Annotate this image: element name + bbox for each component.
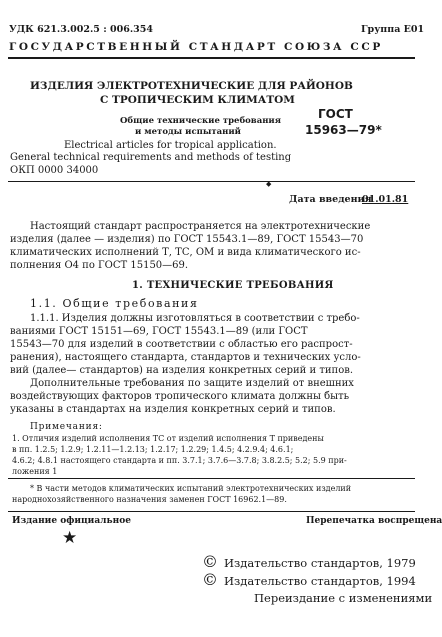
group-code: Группа Е01 <box>361 24 425 35</box>
clause-line-4: ранения), настоящего стандарта, стандартов и технических усло- <box>10 352 361 363</box>
title-rule <box>8 181 415 182</box>
clause-line-1: 1.1.1. Изделия должны изготовляться в соответствии с требо- <box>30 313 360 324</box>
reprint-prohibited: Перепечатка воспрещена <box>306 516 442 526</box>
notes-label: Примечания: <box>30 422 103 432</box>
note-line-4: ложения 1 <box>12 467 58 476</box>
title-line-1: ИЗДЕЛИЯ ЭЛЕКТРОТЕХНИЧЕСКИЕ ДЛЯ РАЙОНОВ <box>30 80 353 92</box>
copyright-icon: © <box>202 570 218 589</box>
intro-line-2: изделия (далее — изделия) по ГОСТ 15543.1—89, ГОСТ 15543—70 <box>10 234 364 245</box>
additional-line-1: Дополнительные требования по защите изделий от внешних <box>30 378 354 389</box>
star-icon: ★ <box>62 528 78 548</box>
okp-code: ОКП 0000 34000 <box>10 165 99 176</box>
intro-line-3: климатических исполнений Т, ТС, ОМ и вида климатического ис- <box>10 247 361 258</box>
copyright-icon: © <box>202 552 218 571</box>
footnote-line-2: народнохозяйственного назначения заменен ГОСТ 16962.1—89. <box>12 495 287 504</box>
clause-line-3: 15543—70 для изделий в соответствии с областью его распрост- <box>10 339 353 350</box>
gost-label: ГОСТ <box>318 107 353 121</box>
footnote-rule <box>8 478 415 479</box>
clause-line-2: ваниями ГОСТ 15151—69, ГОСТ 15543.1—89 (или ГОСТ <box>10 326 308 337</box>
copyright-line-2: Издательство стандартов, 1994 <box>224 574 416 588</box>
official-edition: Издание официальное <box>12 516 131 526</box>
additional-line-2: воздействующих факторов тропического климата должны быть <box>10 391 350 402</box>
reissue-note: Переиздание с изменениями <box>254 591 433 605</box>
authority-line: ГОСУДАРСТВЕННЫЙ СТАНДАРТ СОЮЗА ССР <box>9 41 383 53</box>
marker-glyph: ◆ <box>266 180 272 188</box>
note-line-3: 4.6.2; 4.8.1 настоящего стандарта и пп. 3.7.1; 3.7.6—3.7.8; 3.8.2.5; 5.2; 5.9 при- <box>12 456 347 465</box>
english-title-1: Electrical articles for tropical application. <box>64 140 277 151</box>
intro-date-label: Дата введения <box>289 194 372 205</box>
gost-number: 15963—79* <box>305 123 382 137</box>
header-rule <box>8 57 415 59</box>
subsection-heading: 1.1. Общие требования <box>30 297 199 310</box>
subtitle-line-1: Общие технические требования <box>120 116 282 126</box>
intro-line-1: Настоящий стандарт распространяется на электротехнические <box>30 221 371 232</box>
clause-line-5: вий (далее— стандартов) на изделия конкретных серий и типов. <box>10 365 354 376</box>
subtitle-line-2: и методы испытаний <box>135 127 241 137</box>
english-title-2: General technical requirements and methods of testing <box>10 152 292 163</box>
intro-date-value: 01.01.81 <box>362 194 409 205</box>
footnote-line-1: * В части методов климатических испытаний электротехнических изделий <box>30 484 352 493</box>
title-line-2: С ТРОПИЧЕСКИМ КЛИМАТОМ <box>100 94 295 106</box>
note-line-1: 1. Отличия изделий исполнения ТС от изделий исполнения Т приведены <box>12 434 324 443</box>
additional-line-3: указаны в стандартах на изделия конкретных серий и типов. <box>10 404 336 415</box>
section-heading: 1. ТЕХНИЧЕСКИЕ ТРЕБОВАНИЯ <box>132 280 334 291</box>
udk-code: УДК 621.3.002.5 : 006.354 <box>9 24 153 35</box>
intro-line-4: полнения О4 по ГОСТ 15150—69. <box>10 260 189 271</box>
footer-rule <box>8 511 415 512</box>
note-line-2: в пп. 1.2.5; 1.2.9; 1.2.11—1.2.13; 1.2.17; 1.2.29; 1.4.5; 4.2.9.4; 4.6.1; <box>12 445 294 454</box>
copyright-line-1: Издательство стандартов, 1979 <box>224 556 416 570</box>
